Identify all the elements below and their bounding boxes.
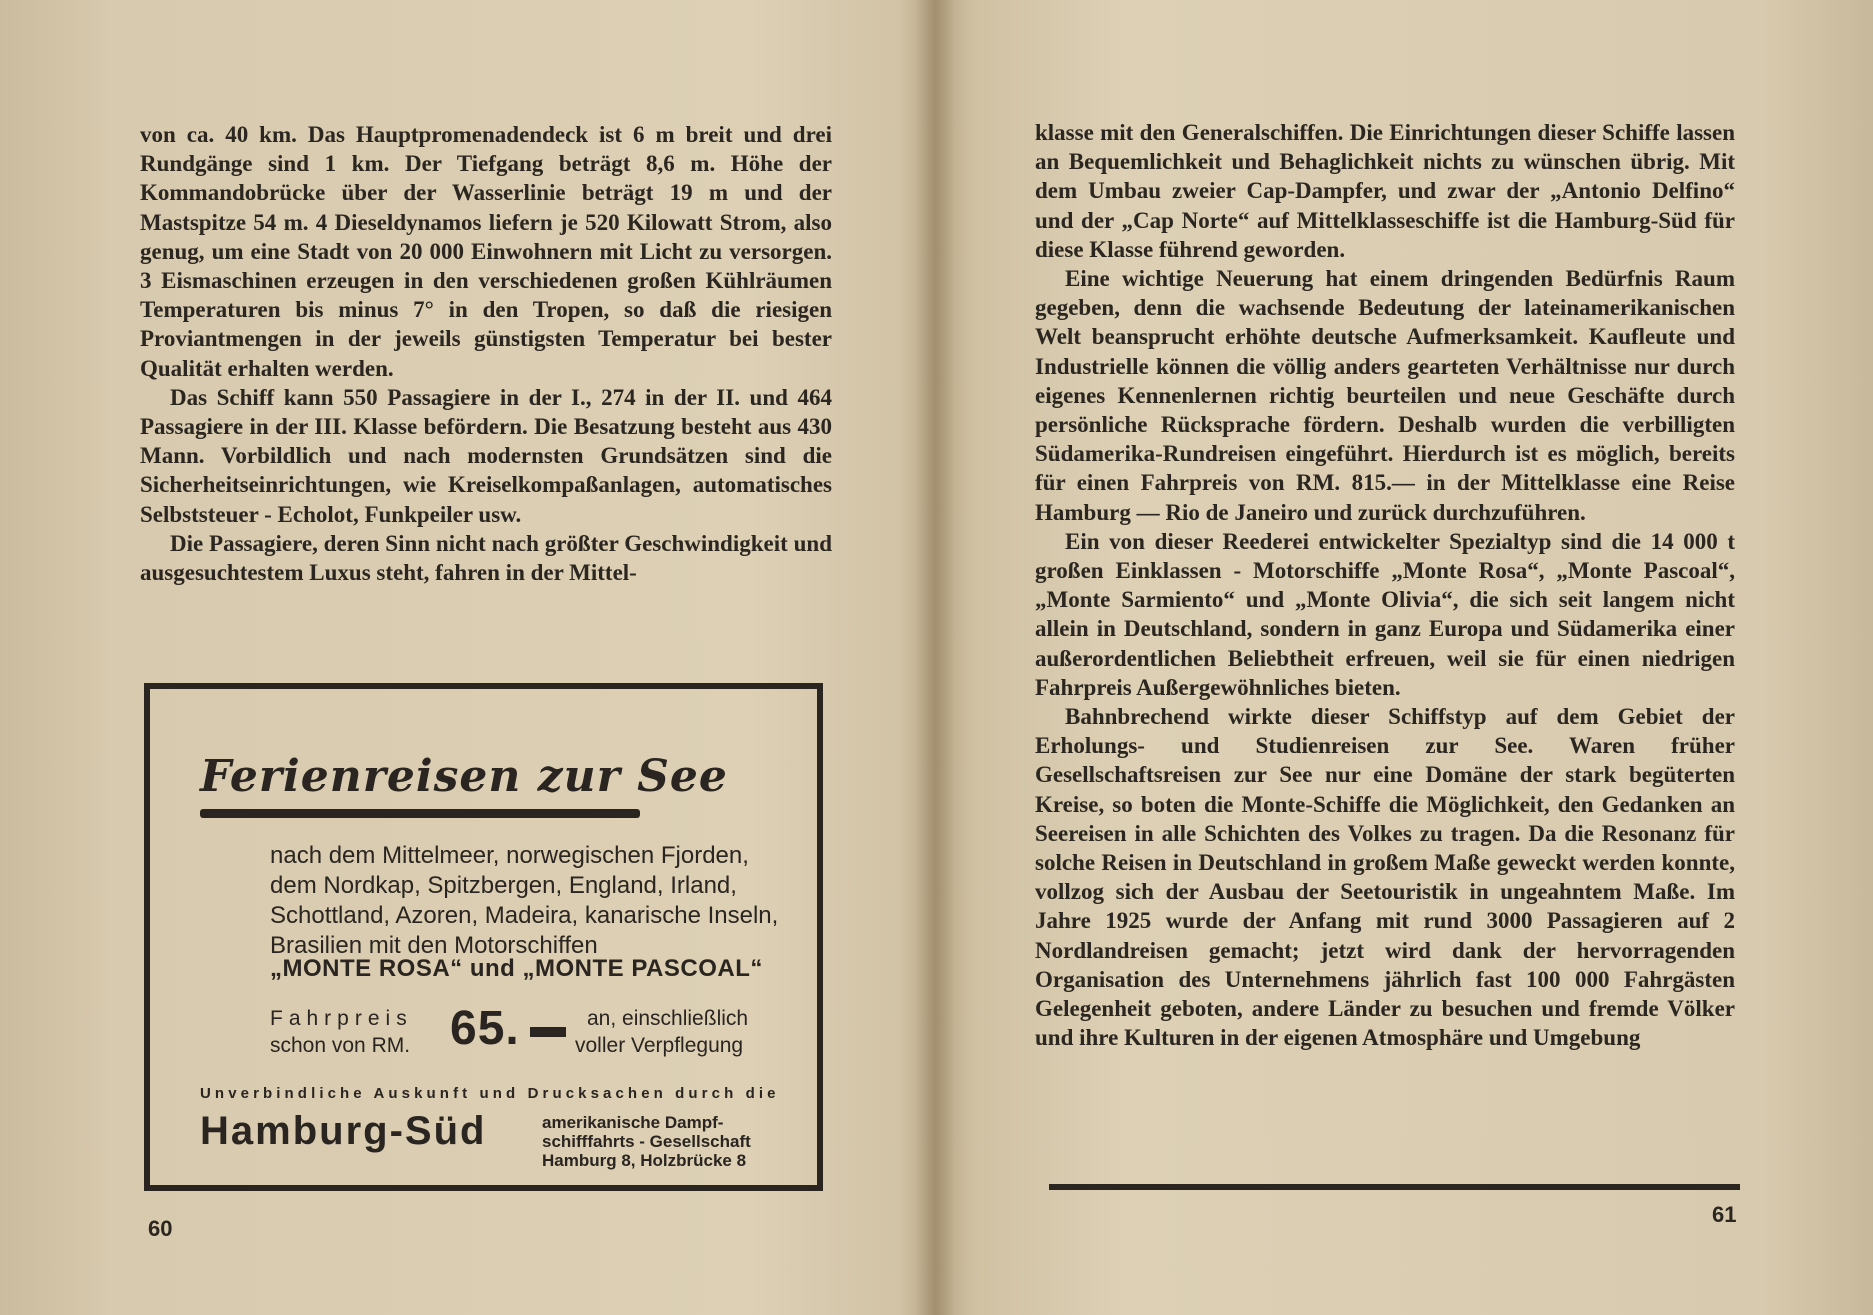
ad-address-line-3: Hamburg 8, Holzbrücke 8 xyxy=(542,1151,747,1170)
right-paragraph-2: Eine wichtige Neuerung hat einem dringenden Bedürfnis Raum gegeben, denn die wachsende Bedeutung der lateinamerikanischen Welt beansprucht erhöhte deutsche Aufmerksamkeit. Kaufleute und Industrielle können die völlig anders gearteten Verhältnisse nur durch eigenes Kennenlernen richtig beurteilen und neue Geschäfte durch persönliche Rücksprache fördern. Deshalb wurden die verbilligten Südamerika-Rundreisen eingeführt. Hierdurch ist es möglich, bereits für einen Fahrpreis von RM. 815.— in der Mittelklasse eine Reise Hamburg — Rio de Janeiro und zurück durchzuführen. xyxy=(1035,266,1735,525)
ad-destinations: nach dem Mittelmeer, norwegischen Fjorden, dem Nordkap, Spitzbergen, England, Irland, Schottland, Azoren, Madeira, kanarische Inseln, Brasilien mit den Motorschiffen xyxy=(270,842,779,959)
right-page-number: 61 xyxy=(1712,1202,1737,1227)
ad-title: Ferienreisen zur See xyxy=(200,751,728,802)
left-page-number: 60 xyxy=(148,1216,173,1241)
left-paragraph-3: Die Passagiere, deren Sinn nicht nach größter Geschwindigkeit und ausgesuchtestem Luxus steht, fahren in der Mittel- xyxy=(140,530,832,586)
right-paragraph-3: Ein von dieser Reederei entwickelter Spezialtyp sind die 14 000 t großen Einklassen - Motorschiffe „Monte Rosa“, „Monte Pascoal“, „Monte Sarmiento“ und „Monte Olivia“, die sich seit langem nicht allein in Deutschland, sondern in ganz Europa und Südamerika einer außerordentlichen Beliebtheit erfreuen, weil sie für einen niedrigen Fahrpreis Außergewöhnliches bieten. xyxy=(1035,528,1735,700)
ad-price: 65. xyxy=(450,1002,520,1055)
ad-fare-line-1: Fahrpreis xyxy=(270,1007,413,1030)
ad-ship-names: „MONTE ROSA“ und „MONTE PASCOAL“ xyxy=(270,955,763,982)
ad-title-underline xyxy=(200,809,640,818)
ad-price-row xyxy=(270,1001,810,1071)
ad-info-line: Unverbindliche Auskunft und Drucksachen durch die xyxy=(200,1085,780,1102)
ad-meals-label xyxy=(575,1005,748,1059)
right-paragraph-4: Bahnbrechend wirkte dieser Schiffstyp auf dem Gebiet der Erholungs- und Studienreisen zur See. Waren früher Gesellschaftsreisen zur See nur eine Domäne der stark begüterten Kreise, so boten die Monte-Schiffe die Möglichkeit, den Gedanken an Seereisen in alle Schichten des Volkes zu tragen. Da die Resonanz für solche Reisen in Deutschland in großem Maße geweckt werden konnte, vollzog sich der Ausbau der Seetouristik in ungeahntem Maße. Im Jahre 1925 wurde der Anfang mit rund 3000 Passagieren auf 2 Nordlandreisen gemacht; jetzt wird dank der hervorragenden Organisation des Unternehmens jährlich fast 100 000 Fahrgästen Gelegenheit geboten, andere Länder zu besuchen und fremde Völker und ihre Kulturen in der eigenen Atmosphäre und Umgebung xyxy=(1035,704,1735,1051)
ad-company-name: Hamburg-Süd xyxy=(200,1109,487,1153)
right-paragraph-1: klasse mit den Generalschiffen. Die Einrichtungen dieser Schiffe lassen an Bequemlichkeit und Behaglichkeit nichts zu wünschen übrig. Mit dem Umbau zweier Cap-Dampfer, und zwar der „Antonio Delfino“ und der „Cap Norte“ auf Mittelklasseschiffe ist die Hamburg-Süd für diese Klasse führend geworden. xyxy=(1035,120,1735,262)
ad-meals-line-1: an, einschließlich xyxy=(587,1007,749,1030)
ad-fare-label xyxy=(270,1005,413,1059)
ad-address-line-2: schifffahrts - Gesellschaft xyxy=(542,1132,751,1151)
ad-company-address xyxy=(542,1113,751,1170)
left-paragraph-2: Das Schiff kann 550 Passagiere in der I., 274 in der II. und 464 Passagiere in der III. Klasse befördern. Die Besatzung besteht aus 430 Mann. Vorbildlich und nach modernsten Grundsätzen sind die Sicherheitseinrichtungen, wie Kreiselkompaßanlagen, automatisches Selbststeuer - Echolot, Funkpeiler usw. xyxy=(140,384,832,527)
right-page-text xyxy=(1035,118,1735,1053)
book-gutter xyxy=(915,0,955,1315)
hamburg-sued-advertisement xyxy=(144,683,823,1191)
ad-fare-line-2: schon von RM. xyxy=(270,1034,411,1057)
left-paragraph-1: von ca. 40 km. Das Hauptpromenadendeck ist 6 m breit und drei Rundgänge sind 1 km. Der Tiefgang beträgt 8,6 m. Höhe der Kommandobrücke über der Wasserlinie beträgt 19 m und der Mastspitze 54 m. 4 Dieseldynamos liefern je 520 Kilowatt Strom, also genug, um eine Stadt von 20 000 Einwohnern mit Licht zu versorgen. 3 Eismaschinen erzeugen in den verschiedenen großen Kühlräumen Temperaturen bis minus 7° in den Tropen, so daß die riesigen Proviantmengen in der jeweils günstigsten Temperatur bei bester Qualität erhalten werden. xyxy=(140,122,832,381)
ad-price-dash xyxy=(530,1027,566,1037)
left-page-text xyxy=(140,120,832,587)
ad-meals-line-2: voller Verpflegung xyxy=(575,1034,744,1057)
bottom-rule xyxy=(1049,1184,1740,1190)
ad-address-line-1: amerikanische Dampf- xyxy=(542,1113,724,1132)
